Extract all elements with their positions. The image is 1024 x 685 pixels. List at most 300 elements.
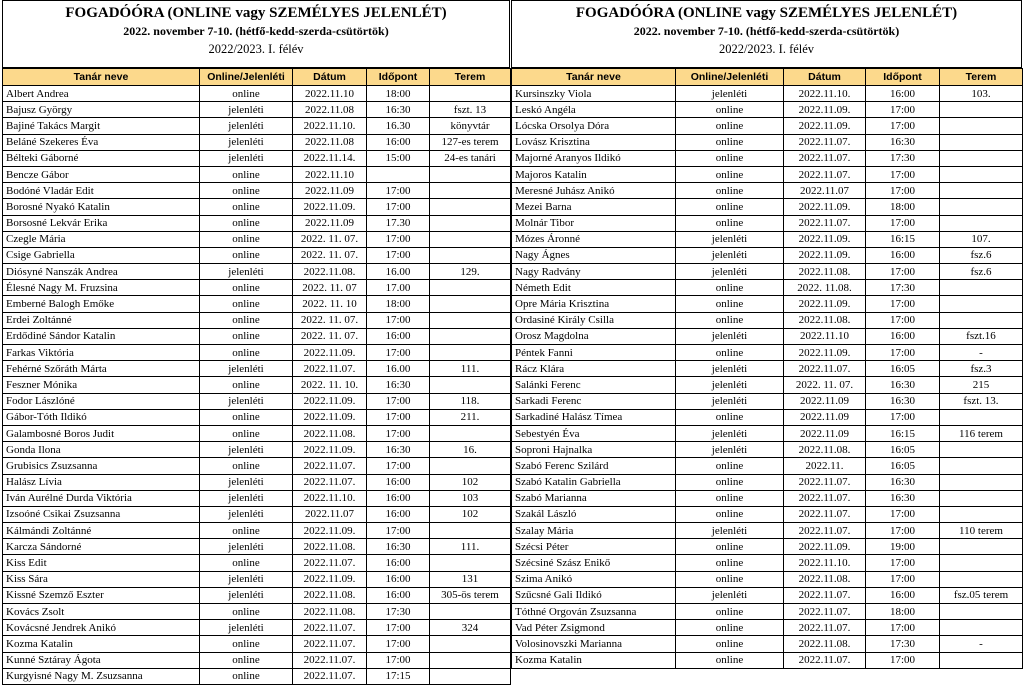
time-cell: 17:00 — [866, 312, 940, 328]
room-cell: 116 terem — [940, 425, 1023, 441]
room-cell — [430, 604, 511, 620]
mode-cell: online — [676, 150, 784, 166]
table-row — [3, 636, 511, 652]
teacher-name-cell: Karcza Sándorné — [3, 539, 200, 555]
date-cell: 2022. 11. 07. — [293, 328, 367, 344]
room-cell — [940, 652, 1023, 668]
time-cell: 16:00 — [367, 328, 430, 344]
column-header-mode: Online/Jelenléti — [676, 69, 784, 86]
time-cell: 16:30 — [866, 377, 940, 393]
table-row — [3, 199, 511, 215]
teacher-name-cell: Szabó Ferenc Szilárd — [512, 458, 676, 474]
room-cell — [940, 458, 1023, 474]
column-header-room: Terem — [940, 69, 1023, 86]
teacher-name-cell: Bélteki Gáborné — [3, 150, 200, 166]
table-row — [3, 280, 511, 296]
room-cell: 102 — [430, 506, 511, 522]
time-cell: 17:00 — [866, 506, 940, 522]
table-row — [3, 215, 511, 231]
room-cell — [940, 215, 1023, 231]
time-cell: 17:00 — [367, 458, 430, 474]
teacher-name-cell: Leskó Angéla — [512, 102, 676, 118]
table-row — [512, 199, 1023, 215]
time-cell: 16:00 — [367, 571, 430, 587]
teacher-name-cell: Kovács Zsolt — [3, 604, 200, 620]
mode-cell: online — [676, 296, 784, 312]
time-cell: 17:30 — [367, 604, 430, 620]
table-row — [3, 474, 511, 490]
time-cell: 17:00 — [367, 183, 430, 199]
room-cell — [430, 555, 511, 571]
time-cell: 16:00 — [367, 587, 430, 603]
mode-cell: jelenléti — [676, 86, 784, 102]
time-cell: 16.00 — [367, 361, 430, 377]
time-cell: 16:00 — [367, 134, 430, 150]
room-cell: könyvtár — [430, 118, 511, 134]
room-cell — [430, 523, 511, 539]
mode-cell: online — [200, 215, 293, 231]
table-row — [512, 604, 1023, 620]
mode-cell: online — [200, 166, 293, 182]
mode-cell: online — [200, 409, 293, 425]
room-cell: 118. — [430, 393, 511, 409]
table-row — [512, 474, 1023, 490]
left-header — [2, 0, 510, 68]
time-cell: 16:15 — [866, 231, 940, 247]
teacher-name-cell: Beláné Szekeres Éva — [3, 134, 200, 150]
time-cell: 17:00 — [367, 231, 430, 247]
room-cell — [940, 571, 1023, 587]
table-row — [3, 328, 511, 344]
room-cell — [940, 506, 1023, 522]
table-row — [3, 393, 511, 409]
time-cell: 16:30 — [866, 474, 940, 490]
room-cell — [430, 215, 511, 231]
right-panel — [511, 0, 1022, 669]
date-cell: 2022.11.10. — [293, 490, 367, 506]
table-row — [3, 668, 511, 684]
mode-cell: online — [200, 604, 293, 620]
room-cell: 129. — [430, 264, 511, 280]
table-row — [512, 166, 1023, 182]
date-cell: 2022.11.08 — [293, 102, 367, 118]
mode-cell: jelenléti — [200, 620, 293, 636]
date-cell: 2022.11.07. — [293, 668, 367, 684]
teacher-name-cell: Szabó Marianna — [512, 490, 676, 506]
teacher-name-cell: Kunné Sztáray Ágota — [3, 652, 200, 668]
date-cell: 2022.11.09. — [784, 247, 866, 263]
time-cell: 17:30 — [866, 150, 940, 166]
mode-cell: online — [676, 636, 784, 652]
time-cell: 16:30 — [866, 134, 940, 150]
table-row — [512, 523, 1023, 539]
mode-cell: online — [676, 555, 784, 571]
date-cell: 2022.11.07. — [293, 458, 367, 474]
time-cell: 17:30 — [866, 636, 940, 652]
time-cell: 17:00 — [866, 345, 940, 361]
table-row — [3, 490, 511, 506]
time-cell: 17:00 — [367, 636, 430, 652]
time-cell: 17:00 — [367, 199, 430, 215]
table-row — [512, 86, 1023, 102]
table-row — [512, 247, 1023, 263]
teacher-name-cell: Lovász Krisztina — [512, 134, 676, 150]
teacher-name-cell: Erdődiné Sándor Katalin — [3, 328, 200, 344]
teacher-name-cell: Emberné Balogh Emőke — [3, 296, 200, 312]
teacher-name-cell: Kálmándi Zoltánné — [3, 523, 200, 539]
mode-cell: online — [200, 377, 293, 393]
date-cell: 2022. 11. 07. — [293, 312, 367, 328]
table-row — [3, 118, 511, 134]
room-cell: 103 — [430, 490, 511, 506]
mode-cell: online — [676, 215, 784, 231]
teacher-name-cell: Kissné Szemző Eszter — [3, 587, 200, 603]
mode-cell: online — [200, 425, 293, 441]
teacher-name-cell: Mózes Áronné — [512, 231, 676, 247]
table-row — [512, 490, 1023, 506]
time-cell: 17:15 — [367, 668, 430, 684]
table-row — [3, 587, 511, 603]
date-cell: 2022.11.07. — [784, 490, 866, 506]
date-cell: 2022.11.09. — [784, 296, 866, 312]
teacher-name-cell: Vad Péter Zsigmond — [512, 620, 676, 636]
mode-cell: jelenléti — [676, 587, 784, 603]
table-row — [3, 166, 511, 182]
room-cell: 102 — [430, 474, 511, 490]
left-panel — [2, 0, 510, 685]
teacher-name-cell: Nagy Radvány — [512, 264, 676, 280]
mode-cell: online — [676, 118, 784, 134]
time-cell: 19:00 — [866, 539, 940, 555]
table-row — [512, 134, 1023, 150]
date-cell: 2022.11.07. — [784, 215, 866, 231]
time-cell: 17:00 — [367, 393, 430, 409]
date-cell: 2022.11.07. — [293, 555, 367, 571]
mode-cell: online — [200, 345, 293, 361]
time-cell: 16:30 — [367, 377, 430, 393]
table-row — [3, 458, 511, 474]
header-title: FOGADÓÓRA (ONLINE vagy SZEMÉLYES JELENLÉT) — [65, 5, 447, 21]
mode-cell: jelenléti — [200, 442, 293, 458]
teacher-name-cell: Ordasiné Király Csilla — [512, 312, 676, 328]
teacher-name-cell: Molnár Tibor — [512, 215, 676, 231]
room-cell — [430, 296, 511, 312]
table-row — [512, 555, 1023, 571]
date-cell: 2022. 11. 07. — [784, 377, 866, 393]
table-row — [512, 264, 1023, 280]
mode-cell: jelenléti — [200, 571, 293, 587]
mode-cell: jelenléti — [200, 150, 293, 166]
header-term: 2022/2023. I. félév — [208, 42, 304, 56]
mode-cell: online — [200, 668, 293, 684]
teacher-name-cell: Kozma Katalin — [512, 652, 676, 668]
mode-cell: online — [676, 490, 784, 506]
room-cell: fsz.6 — [940, 264, 1023, 280]
date-cell: 2022.11.07 — [784, 183, 866, 199]
date-cell: 2022.11.07. — [784, 587, 866, 603]
time-cell: 17:00 — [866, 652, 940, 668]
teacher-name-cell: Szűcsné Gali Ildikó — [512, 587, 676, 603]
date-cell: 2022.11.07. — [784, 134, 866, 150]
time-cell: 16.30 — [367, 118, 430, 134]
mode-cell: online — [676, 409, 784, 425]
table-row — [512, 361, 1023, 377]
mode-cell: online — [676, 134, 784, 150]
time-cell: 15:00 — [367, 150, 430, 166]
table-row — [512, 652, 1023, 668]
room-cell: fszt.16 — [940, 328, 1023, 344]
mode-cell: online — [200, 555, 293, 571]
room-cell — [430, 247, 511, 263]
mode-cell: online — [200, 280, 293, 296]
room-cell — [940, 312, 1023, 328]
room-cell — [430, 458, 511, 474]
table-row — [512, 409, 1023, 425]
date-cell: 2022.11.07. — [784, 166, 866, 182]
date-cell: 2022.11.09. — [784, 345, 866, 361]
room-cell — [940, 474, 1023, 490]
room-cell — [940, 620, 1023, 636]
time-cell: 18:00 — [866, 199, 940, 215]
date-cell: 2022.11.08. — [293, 604, 367, 620]
teacher-name-cell: Sarkadi Ferenc — [512, 393, 676, 409]
date-cell: 2022.11.07. — [784, 361, 866, 377]
right-table-header-row — [512, 69, 1023, 86]
room-cell — [940, 134, 1023, 150]
date-cell: 2022.11.08. — [784, 571, 866, 587]
teacher-name-cell: Iván Aurélné Durda Viktória — [3, 490, 200, 506]
teacher-name-cell: Rácz Klára — [512, 361, 676, 377]
teacher-name-cell: Halász Lívia — [3, 474, 200, 490]
table-row — [512, 296, 1023, 312]
date-cell: 2022.11.07. — [293, 620, 367, 636]
date-cell: 2022.11.07. — [293, 474, 367, 490]
mode-cell: jelenléti — [676, 361, 784, 377]
date-cell: 2022.11.10 — [293, 86, 367, 102]
teacher-name-cell: Sebestyén Éva — [512, 425, 676, 441]
column-header-mode: Online/Jelenléti — [200, 69, 293, 86]
room-cell — [430, 312, 511, 328]
table-row — [3, 86, 511, 102]
teacher-name-cell: Szécsiné Szász Enikő — [512, 555, 676, 571]
mode-cell: online — [676, 102, 784, 118]
time-cell: 17:00 — [866, 102, 940, 118]
teacher-name-cell: Gábor-Tóth Ildikó — [3, 409, 200, 425]
table-row — [3, 425, 511, 441]
mode-cell: online — [200, 247, 293, 263]
teacher-name-cell: Szabó Katalin Gabriella — [512, 474, 676, 490]
room-cell — [940, 490, 1023, 506]
room-cell: 110 terem — [940, 523, 1023, 539]
mode-cell: online — [676, 620, 784, 636]
date-cell: 2022.11.08. — [784, 312, 866, 328]
date-cell: 2022.11.09. — [293, 199, 367, 215]
mode-cell: jelenléti — [676, 523, 784, 539]
room-cell — [940, 166, 1023, 182]
teacher-name-cell: Szalay Mária — [512, 523, 676, 539]
table-row — [512, 442, 1023, 458]
date-cell: 2022.11.09. — [784, 199, 866, 215]
room-cell — [430, 166, 511, 182]
room-cell — [940, 409, 1023, 425]
time-cell: 17:00 — [367, 620, 430, 636]
teacher-name-cell: Csige Gabriella — [3, 247, 200, 263]
teacher-name-cell: Bodóné Vladár Edit — [3, 183, 200, 199]
date-cell: 2022.11.09 — [784, 393, 866, 409]
time-cell: 16:00 — [367, 506, 430, 522]
date-cell: 2022.11.08. — [293, 539, 367, 555]
teacher-name-cell: Volosinovszki Marianna — [512, 636, 676, 652]
teacher-name-cell: Gonda Ilona — [3, 442, 200, 458]
date-cell: 2022.11. — [784, 458, 866, 474]
date-cell: 2022.11.09 — [784, 409, 866, 425]
teacher-name-cell: Szakál László — [512, 506, 676, 522]
room-cell — [430, 280, 511, 296]
teacher-name-cell: Opre Mária Krisztina — [512, 296, 676, 312]
time-cell: 17:00 — [367, 247, 430, 263]
time-cell: 16:30 — [367, 442, 430, 458]
time-cell: 17:30 — [866, 280, 940, 296]
teacher-name-cell: Péntek Fanni — [512, 345, 676, 361]
teacher-name-cell: Orosz Magdolna — [512, 328, 676, 344]
mode-cell: online — [200, 296, 293, 312]
room-cell — [430, 231, 511, 247]
room-cell — [430, 668, 511, 684]
teacher-name-cell: Galambosné Boros Judit — [3, 425, 200, 441]
table-row — [3, 183, 511, 199]
mode-cell: online — [676, 506, 784, 522]
table-row — [3, 377, 511, 393]
date-cell: 2022.11.10. — [293, 118, 367, 134]
time-cell: 17:00 — [866, 166, 940, 182]
time-cell: 16:05 — [866, 361, 940, 377]
date-cell: 2022.11.07. — [784, 604, 866, 620]
time-cell: 17:00 — [866, 118, 940, 134]
date-cell: 2022.11.09. — [293, 393, 367, 409]
date-cell: 2022.11.07. — [784, 620, 866, 636]
time-cell: 16:00 — [866, 328, 940, 344]
time-cell: 16:00 — [866, 587, 940, 603]
room-cell — [430, 652, 511, 668]
teacher-name-cell: Fodor Lászlóné — [3, 393, 200, 409]
date-cell: 2022.11.07. — [293, 636, 367, 652]
room-cell: - — [940, 636, 1023, 652]
teacher-name-cell: Farkas Viktória — [3, 345, 200, 361]
column-header-teacher: Tanár neve — [3, 69, 200, 86]
teacher-name-cell: Nagy Ágnes — [512, 247, 676, 263]
time-cell: 17.30 — [367, 215, 430, 231]
teacher-name-cell: Kursinszky Viola — [512, 86, 676, 102]
room-cell: 305-ös terem — [430, 587, 511, 603]
time-cell: 16:00 — [866, 86, 940, 102]
teacher-name-cell: Albert Andrea — [3, 86, 200, 102]
date-cell: 2022.11.14. — [293, 150, 367, 166]
date-cell: 2022.11.09. — [293, 523, 367, 539]
teacher-name-cell: Fehérné Szőráth Márta — [3, 361, 200, 377]
time-cell: 16:00 — [367, 555, 430, 571]
mode-cell: jelenléti — [200, 361, 293, 377]
time-cell: 17:00 — [866, 571, 940, 587]
mode-cell: online — [676, 345, 784, 361]
table-row — [3, 247, 511, 263]
teacher-name-cell: Feszner Mónika — [3, 377, 200, 393]
date-cell: 2022. 11. 07 — [293, 280, 367, 296]
mode-cell: online — [676, 183, 784, 199]
time-cell: 16:30 — [367, 539, 430, 555]
room-cell: 24-es tanári — [430, 150, 511, 166]
column-header-teacher: Tanár neve — [512, 69, 676, 86]
time-cell: 17:00 — [367, 523, 430, 539]
teacher-name-cell: Sarkadiné Halász Tímea — [512, 409, 676, 425]
date-cell: 2022.11.09. — [784, 118, 866, 134]
room-cell — [430, 86, 511, 102]
right-table — [511, 68, 1023, 669]
teacher-name-cell: Kiss Sára — [3, 571, 200, 587]
table-row — [3, 231, 511, 247]
teacher-name-cell: Erdei Zoltánné — [3, 312, 200, 328]
mode-cell: online — [676, 458, 784, 474]
room-cell — [430, 377, 511, 393]
room-cell — [940, 183, 1023, 199]
teacher-name-cell: Szima Anikó — [512, 571, 676, 587]
room-cell: - — [940, 345, 1023, 361]
mode-cell: online — [200, 523, 293, 539]
table-row — [3, 409, 511, 425]
date-cell: 2022.11.08. — [784, 636, 866, 652]
column-header-date: Dátum — [293, 69, 367, 86]
left-table-header-row — [3, 69, 511, 86]
teacher-name-cell: Németh Edit — [512, 280, 676, 296]
time-cell: 17:00 — [367, 345, 430, 361]
room-cell — [940, 604, 1023, 620]
table-row — [512, 328, 1023, 344]
room-cell: 131 — [430, 571, 511, 587]
mode-cell: online — [676, 539, 784, 555]
time-cell: 17:00 — [367, 409, 430, 425]
teacher-name-cell: Kovácsné Jendrek Anikó — [3, 620, 200, 636]
date-cell: 2022.11.10. — [784, 555, 866, 571]
room-cell — [940, 539, 1023, 555]
mode-cell: online — [200, 312, 293, 328]
time-cell: 17:00 — [866, 620, 940, 636]
table-row — [512, 377, 1023, 393]
time-cell: 18:00 — [367, 296, 430, 312]
time-cell: 16:00 — [367, 474, 430, 490]
mode-cell: jelenléti — [200, 264, 293, 280]
date-cell: 2022.11.08. — [784, 442, 866, 458]
table-row — [3, 506, 511, 522]
mode-cell: online — [676, 571, 784, 587]
date-cell: 2022. 11. 07. — [293, 231, 367, 247]
date-cell: 2022.11.08 — [293, 134, 367, 150]
mode-cell: jelenléti — [676, 264, 784, 280]
time-cell: 17:00 — [866, 296, 940, 312]
table-row — [3, 523, 511, 539]
teacher-name-cell: Kurgyisné Nagy M. Zsuzsanna — [3, 668, 200, 684]
column-header-time: Időpont — [866, 69, 940, 86]
teacher-name-cell: Mezei Barna — [512, 199, 676, 215]
mode-cell: jelenléti — [200, 118, 293, 134]
room-cell — [940, 280, 1023, 296]
room-cell — [430, 636, 511, 652]
date-cell: 2022.11.07. — [784, 506, 866, 522]
time-cell: 17:00 — [866, 183, 940, 199]
left-table — [2, 68, 511, 685]
time-cell: 16:00 — [866, 247, 940, 263]
column-header-date: Dátum — [784, 69, 866, 86]
teacher-name-cell: Majoros Katalin — [512, 166, 676, 182]
time-cell: 16:30 — [866, 393, 940, 409]
